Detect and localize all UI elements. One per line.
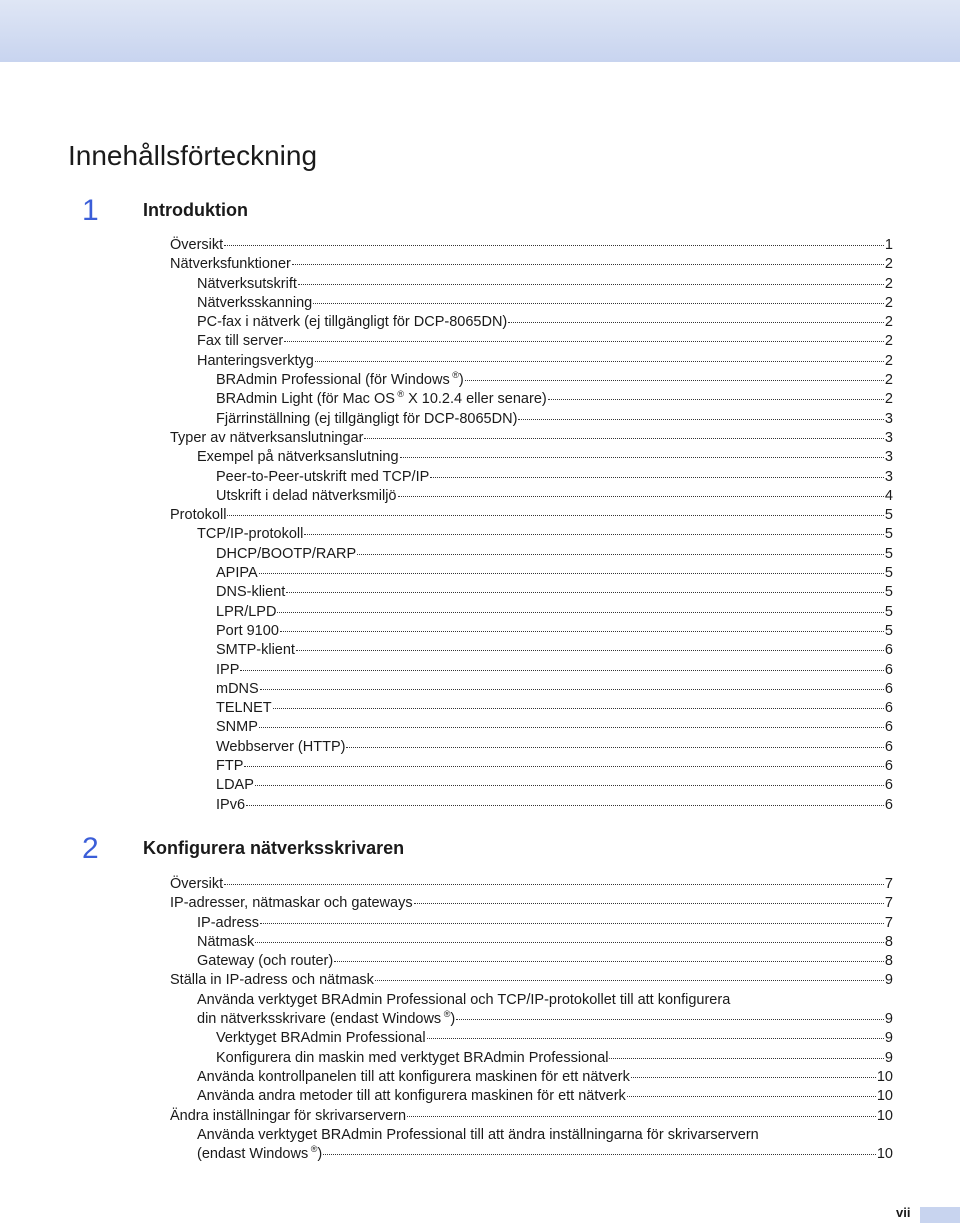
toc-entry-label bbox=[216, 1029, 426, 1048]
toc-page-number: 6 bbox=[884, 642, 893, 659]
toc-entry[interactable] bbox=[216, 468, 893, 487]
toc-page-number: 6 bbox=[884, 661, 893, 678]
dot-leader bbox=[400, 457, 884, 458]
chapter-number: 1 bbox=[82, 194, 99, 227]
dot-leader bbox=[357, 554, 884, 555]
registered-mark: ® bbox=[441, 1009, 451, 1020]
toc-entry[interactable] bbox=[216, 583, 893, 602]
toc-entry-label bbox=[216, 661, 239, 680]
dot-leader bbox=[298, 284, 884, 285]
chapter-2-heading bbox=[82, 834, 902, 866]
toc-entry-text: IPP bbox=[216, 661, 240, 678]
dot-leader bbox=[255, 942, 884, 943]
toc-page-number: 3 bbox=[884, 429, 893, 446]
toc-entry-text: Utskrift i delad nätverksmiljö bbox=[216, 487, 397, 504]
toc-entry-text: Översikt bbox=[170, 237, 224, 253]
toc-entry-text: Verktyget BRAdmin Professional bbox=[216, 1030, 426, 1047]
dot-leader bbox=[224, 245, 884, 246]
toc-entry-label bbox=[216, 796, 245, 815]
toc-entry-text: DHCP/BOOTP/RARP bbox=[216, 545, 357, 562]
toc-page-number: 2 bbox=[884, 294, 893, 311]
toc-entry[interactable] bbox=[216, 390, 893, 409]
toc-entry-text: BRAdmin Light (för Mac OS bbox=[216, 391, 395, 408]
toc-entry[interactable] bbox=[216, 487, 893, 506]
dot-leader bbox=[518, 419, 884, 420]
toc-entry-label bbox=[216, 410, 517, 429]
registered-mark: ® bbox=[308, 1144, 318, 1155]
dot-leader bbox=[277, 612, 883, 613]
chapter-1-heading bbox=[82, 196, 902, 228]
toc-entry[interactable] bbox=[170, 255, 893, 274]
toc-entry-text: APIPA bbox=[216, 565, 258, 582]
toc-entry-text: Nätverksfunktioner bbox=[170, 256, 291, 273]
toc-page-number: 5 bbox=[884, 507, 893, 524]
toc-entry[interactable] bbox=[170, 894, 893, 913]
toc-page-number: 6 bbox=[884, 680, 893, 697]
toc-entry-label bbox=[197, 1145, 322, 1164]
dot-leader bbox=[548, 399, 884, 400]
dot-leader bbox=[284, 341, 884, 342]
toc-page-number: 10 bbox=[876, 1107, 893, 1124]
dot-leader bbox=[273, 708, 884, 709]
toc-page-number: 5 bbox=[884, 603, 893, 620]
toc-entry-text: Hanteringsverktyg bbox=[197, 352, 314, 369]
toc-page-number: 5 bbox=[884, 584, 893, 601]
dot-leader bbox=[456, 1019, 884, 1020]
toc-entry[interactable] bbox=[216, 545, 893, 564]
dot-leader bbox=[323, 1154, 876, 1155]
toc-page-number: 4 bbox=[884, 487, 893, 504]
registered-mark: ® bbox=[449, 370, 459, 381]
toc-entry-text: Använda andra metoder till att konfigurera maskinen för ett nätverk bbox=[197, 1088, 626, 1105]
toc-entry-text: Peer-to-Peer-utskrift med TCP/IP bbox=[216, 468, 430, 485]
toc-entry[interactable] bbox=[216, 1049, 893, 1068]
toc-page-number: 5 bbox=[884, 526, 893, 543]
dot-leader bbox=[260, 689, 884, 690]
toc-entry-text: Protokoll bbox=[170, 507, 227, 524]
toc-page-number: 8 bbox=[884, 953, 893, 970]
toc-entry-label bbox=[197, 525, 303, 544]
toc-entry-text: FTP bbox=[216, 758, 244, 775]
toc-entry-label bbox=[216, 641, 295, 660]
dot-leader bbox=[240, 670, 884, 671]
dot-leader bbox=[334, 961, 884, 962]
toc-entry-label bbox=[197, 1068, 630, 1087]
toc-entry-text: din nätverksskrivare (endast Windows bbox=[197, 1011, 442, 1028]
toc-entry-label bbox=[216, 757, 243, 776]
toc-entry-text: SNMP bbox=[216, 719, 258, 736]
toc-entry-label bbox=[197, 1087, 626, 1106]
toc-entry-label bbox=[197, 313, 507, 332]
toc-entry-label bbox=[216, 468, 429, 487]
dot-leader bbox=[292, 264, 884, 265]
toc-entry[interactable] bbox=[197, 313, 893, 332]
toc-entry-text-suffix: ) bbox=[450, 1011, 456, 1028]
toc-entry-label bbox=[216, 545, 356, 564]
dot-leader bbox=[627, 1096, 876, 1097]
page-number: vii bbox=[896, 1205, 911, 1220]
toc-page-number: 6 bbox=[884, 738, 893, 755]
toc-page-number: 1 bbox=[884, 237, 893, 253]
toc-entry-text: SMTP-klient bbox=[216, 642, 295, 659]
toc-entry-text: IPv6 bbox=[216, 796, 246, 813]
toc-page-number: 6 bbox=[884, 796, 893, 813]
toc-entry-label bbox=[170, 429, 363, 448]
toc-entry-text: TCP/IP-protokoll bbox=[197, 526, 304, 543]
toc-entry[interactable] bbox=[216, 410, 893, 429]
toc-entry-text: Port 9100 bbox=[216, 622, 279, 639]
toc-page-number: 9 bbox=[884, 1030, 893, 1047]
toc-entry-label bbox=[197, 1126, 759, 1145]
toc-entry[interactable] bbox=[170, 429, 893, 448]
toc-entry[interactable] bbox=[197, 933, 893, 952]
chapter-number: 2 bbox=[82, 832, 99, 865]
chapter-title: Introduktion bbox=[143, 200, 248, 220]
toc-entry-text: Använda verktyget BRAdmin Professional till att ändra inställningarna för skrivarservern bbox=[197, 1126, 759, 1143]
toc-entry[interactable] bbox=[216, 371, 893, 390]
toc-entry-text: Webbserver (HTTP) bbox=[216, 738, 346, 755]
toc-entry[interactable] bbox=[197, 294, 893, 313]
dot-leader bbox=[430, 477, 884, 478]
dot-leader bbox=[364, 438, 883, 439]
toc-entry-text: Typer av nätverksanslutningar bbox=[170, 429, 364, 446]
toc-page-number: 10 bbox=[876, 1068, 893, 1085]
toc-entry[interactable] bbox=[216, 680, 893, 699]
toc-page-number: 2 bbox=[884, 275, 893, 292]
toc-entry-text: Använda verktyget BRAdmin Professional och TCP/IP-protokollet till att konfigurera bbox=[197, 991, 731, 1008]
toc-entry-text-suffix: X 10.2.4 eller senare) bbox=[404, 391, 547, 408]
toc-page-number: 3 bbox=[884, 410, 893, 427]
toc-page-number: 2 bbox=[884, 352, 893, 369]
toc-entry[interactable] bbox=[216, 738, 893, 757]
toc-entry-text: Ställa in IP-adress och nätmask bbox=[170, 972, 374, 989]
toc-entry[interactable] bbox=[216, 757, 893, 776]
dot-leader bbox=[227, 515, 884, 516]
dot-leader bbox=[315, 361, 884, 362]
toc-entry-label bbox=[170, 1107, 406, 1126]
toc-entry-text: LPR/LPD bbox=[216, 603, 277, 620]
toc-page-number: 9 bbox=[884, 972, 893, 989]
toc-page-number: 3 bbox=[884, 449, 893, 466]
toc-entry-text: Fax till server bbox=[197, 333, 284, 350]
toc-entry[interactable] bbox=[216, 564, 893, 583]
toc-entry-label bbox=[216, 718, 258, 737]
toc-page-number: 10 bbox=[876, 1146, 893, 1163]
toc-entry-label bbox=[197, 294, 312, 313]
toc-entry-text: Nätmask bbox=[197, 933, 255, 950]
toc-entry-label bbox=[170, 971, 374, 990]
toc-entry-text: LDAP bbox=[216, 777, 254, 794]
toc-entry[interactable] bbox=[216, 641, 893, 660]
dot-leader bbox=[313, 303, 884, 304]
toc-entry-text-suffix: ) bbox=[458, 372, 464, 389]
dot-leader bbox=[631, 1077, 876, 1078]
toc-entry[interactable] bbox=[197, 1010, 893, 1029]
toc-entry-label bbox=[197, 332, 283, 351]
toc-entry[interactable] bbox=[197, 1145, 893, 1164]
dot-leader bbox=[246, 805, 884, 806]
toc-entry-text: mDNS bbox=[216, 680, 259, 697]
toc-entry-label bbox=[170, 506, 226, 525]
toc-page-number: 2 bbox=[884, 256, 893, 273]
toc-page-number: 7 bbox=[884, 895, 893, 912]
toc-entry[interactable] bbox=[197, 275, 893, 294]
toc-entry[interactable] bbox=[197, 914, 893, 933]
toc-entry[interactable] bbox=[216, 661, 893, 680]
toc-entry[interactable] bbox=[197, 352, 893, 371]
footer-band bbox=[920, 1207, 960, 1223]
toc-page-number: 2 bbox=[884, 333, 893, 350]
toc-page-number: 6 bbox=[884, 758, 893, 775]
toc-entry-label bbox=[170, 236, 223, 255]
toc-entry-label bbox=[216, 738, 345, 757]
toc-entry[interactable] bbox=[197, 991, 893, 1010]
toc-page-number: 2 bbox=[884, 314, 893, 331]
toc-entry[interactable] bbox=[216, 622, 893, 641]
toc-entry[interactable] bbox=[197, 1087, 893, 1106]
toc-entry-label bbox=[197, 448, 399, 467]
dot-leader bbox=[609, 1058, 883, 1059]
toc-page-number: 6 bbox=[884, 719, 893, 736]
toc-entry-label bbox=[170, 875, 223, 894]
toc-entry-text: PC-fax i nätverk (ej tillgängligt för DCP-8065DN) bbox=[197, 314, 508, 331]
dot-leader bbox=[398, 496, 884, 497]
dot-leader bbox=[255, 785, 884, 786]
toc-entry-label bbox=[170, 255, 291, 274]
toc-entry[interactable] bbox=[216, 776, 893, 795]
toc-entry[interactable] bbox=[216, 1029, 893, 1048]
toc-entry-text: Exempel på nätverksanslutning bbox=[197, 449, 399, 466]
dot-leader bbox=[244, 766, 884, 767]
page-title: Innehållsförteckning bbox=[68, 140, 318, 171]
toc-page-number: 6 bbox=[884, 700, 893, 717]
toc-entry-label bbox=[216, 776, 254, 795]
toc-entry-label bbox=[216, 390, 547, 409]
toc-entry-label bbox=[197, 275, 297, 294]
toc-entry-text: Ändra inställningar för skrivarservern bbox=[170, 1107, 407, 1124]
toc-entry[interactable] bbox=[216, 796, 893, 815]
toc-entry-text: Nätverksskanning bbox=[197, 294, 313, 311]
toc-entry-label bbox=[197, 952, 333, 971]
dot-leader bbox=[259, 573, 884, 574]
toc-entry[interactable] bbox=[170, 875, 893, 894]
toc-entry-text: Översikt bbox=[170, 876, 224, 892]
toc-entry-label bbox=[197, 991, 730, 1010]
toc-entry-label bbox=[216, 583, 285, 602]
chapter-title: Konfigurera nätverksskrivaren bbox=[143, 838, 405, 858]
toc-entry[interactable] bbox=[197, 1068, 893, 1087]
toc-page-number: 5 bbox=[884, 565, 893, 582]
toc-entry[interactable] bbox=[216, 699, 893, 718]
toc-entry-label bbox=[197, 933, 254, 952]
toc-entry[interactable] bbox=[170, 506, 893, 525]
dot-leader bbox=[508, 322, 884, 323]
toc-entry-label bbox=[197, 914, 259, 933]
dot-leader bbox=[224, 884, 884, 885]
dot-leader bbox=[427, 1038, 884, 1039]
toc-entry-text: IP-adress bbox=[197, 914, 260, 931]
toc-entry-text: BRAdmin Professional (för Windows bbox=[216, 372, 450, 389]
toc-page-number: 5 bbox=[884, 622, 893, 639]
dot-leader bbox=[304, 534, 884, 535]
toc-entry-label bbox=[216, 487, 397, 506]
toc-page-number: 6 bbox=[884, 777, 893, 794]
dot-leader bbox=[259, 727, 884, 728]
toc-page-number: 2 bbox=[884, 372, 893, 389]
toc-entry-text: Nätverksutskrift bbox=[197, 275, 297, 292]
toc-entry-text: Konfigurera din maskin med verktyget BRAdmin Professional bbox=[216, 1049, 609, 1066]
toc-entry-label bbox=[216, 699, 272, 718]
toc-entry-label bbox=[216, 603, 276, 622]
dot-leader bbox=[296, 650, 884, 651]
toc-page-number: 9 bbox=[884, 1049, 893, 1066]
toc-entry-text: IP-adresser, nätmaskar och gateways bbox=[170, 895, 413, 912]
toc-entry-text: TELNET bbox=[216, 700, 272, 717]
toc-entry[interactable] bbox=[216, 603, 893, 622]
toc-entry-text: DNS-klient bbox=[216, 584, 286, 601]
toc-page-number: 8 bbox=[884, 933, 893, 950]
registered-mark: ® bbox=[394, 389, 405, 400]
dot-leader bbox=[414, 903, 884, 904]
toc-entry-label bbox=[197, 1010, 455, 1029]
toc-entry-text: (endast Windows bbox=[197, 1146, 309, 1163]
toc-entry-text: Använda kontrollpanelen till att konfigurera maskinen för ett nätverk bbox=[197, 1068, 630, 1085]
toc-page-number: 10 bbox=[876, 1088, 893, 1105]
toc-entry-label bbox=[216, 371, 464, 390]
toc-page-number: 7 bbox=[884, 876, 893, 892]
toc-entry-label bbox=[216, 1049, 608, 1068]
toc-entry-text-suffix: ) bbox=[317, 1146, 323, 1163]
toc-page-number: 3 bbox=[884, 468, 893, 485]
dot-leader bbox=[375, 980, 884, 981]
toc-page-number: 9 bbox=[884, 1011, 893, 1028]
toc-entry[interactable] bbox=[197, 952, 893, 971]
toc-entry[interactable] bbox=[216, 718, 893, 737]
toc-entry-text: Fjärrinställning (ej tillgängligt för DCP-8065DN) bbox=[216, 410, 518, 427]
toc-page-number: 5 bbox=[884, 545, 893, 562]
toc-entry[interactable] bbox=[170, 1107, 893, 1126]
toc-entry[interactable] bbox=[170, 971, 893, 990]
dot-leader bbox=[465, 380, 884, 381]
toc-page-number: 2 bbox=[884, 391, 893, 408]
dot-leader bbox=[280, 631, 884, 632]
toc-entry[interactable] bbox=[197, 525, 893, 544]
dot-leader bbox=[407, 1116, 876, 1117]
chapter-1-toc bbox=[0, 236, 960, 815]
toc-entry[interactable] bbox=[197, 332, 893, 351]
dot-leader bbox=[346, 747, 883, 748]
chapter-2-toc bbox=[0, 875, 960, 1164]
dot-leader bbox=[286, 592, 884, 593]
toc-entry-label bbox=[170, 894, 413, 913]
toc-entry-label bbox=[216, 564, 258, 583]
toc-entry-text: Gateway (och router) bbox=[197, 953, 334, 970]
header-band bbox=[0, 0, 960, 62]
toc-entry-label bbox=[197, 352, 314, 371]
dot-leader bbox=[260, 923, 884, 924]
toc-page-number: 7 bbox=[884, 914, 893, 931]
toc-entry-label bbox=[216, 680, 259, 699]
toc-entry[interactable] bbox=[197, 448, 893, 467]
toc-entry[interactable] bbox=[197, 1126, 893, 1145]
toc-entry-label bbox=[216, 622, 279, 641]
toc-entry[interactable] bbox=[170, 236, 893, 255]
